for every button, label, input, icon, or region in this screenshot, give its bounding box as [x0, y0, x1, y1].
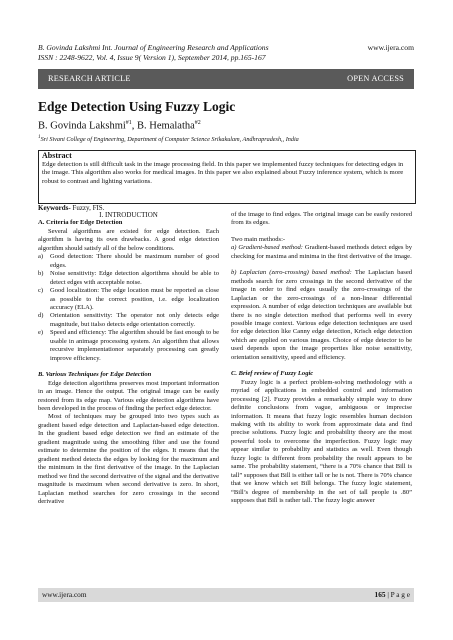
paper-title: Edge Detection Using Fuzzy Logic [38, 99, 236, 114]
subsection-heading-fuzzy: C. Brief review of Fuzzy Logic [231, 370, 314, 378]
list-item [38, 329, 219, 363]
journal-issn: ISSN : 2248-9622, Vol. 4, Issue 9( Version 1), September 2014, pp.165-167 [38, 53, 266, 62]
list-marker: e) [38, 329, 44, 337]
page-number-value: 165 [374, 590, 386, 599]
abstract-text: Edge detection is still difficult task in the image processing field. In this paper we implemented fuzzy techniques for detecting edges in the image. This algorithm also works for medical images. In this paper we also explained about Fuzzy inference system, which is more robust to contrast and lighting variations. [42, 160, 404, 185]
author-2-marker: #2 [194, 120, 201, 126]
list-text: Orientation sensitivity: The operator not only detects edge magnitude, but italso detects edge orientation correctly. [50, 312, 219, 328]
paragraph [231, 269, 412, 362]
author-2: , B. Hemalatha [131, 120, 195, 132]
paragraph: Several algorithms are existed for edge detection. Each algorithm is having its own drawbacks. A good edge detection algorithm should satisfy all of the below conditions. [38, 227, 219, 252]
abstract-heading: Abstract [42, 151, 72, 160]
author-list [38, 120, 201, 132]
page-separator: | [385, 590, 391, 599]
method-text: The Laplacian based methods search for zero crossings in the second derivative of the image in order to find edges usually the zero-crossings of the Laplacian or the zero-crossings of a non-linear differential expression. A number of edge detection techniques are available but there is no single detection method that performs well in every possible image context. Various edge detection techniques are used for edge detection like Canny edge detection, Krisch edge detection which are applied on various images. Choice of edge detector to be used depends upon the image properties like noise sensitivity, orientation sensitivity, speed and efficiency. [231, 269, 412, 361]
abstract-box [38, 150, 416, 204]
journal-citation: B. Govinda Lakshmi Int. Journal of Engineering Research and Applications [38, 43, 269, 52]
list-marker: d) [38, 312, 44, 320]
author-1-marker: #1 [125, 120, 132, 126]
paragraph: Most of techniques may be grouped into two types such as gradient based edge detection and Laplacian-based edge detection. In the gradient based edge detection we find an estimate of the gradient magnitude using the smoothing filter and use the found estimate to determine the position of the edges. It means that the gradient method detects the edges by looking for the maximum and the minimum in the first derivative of the image. In the Laplacian method we find the second derivative of the signal and the derivative magnitude is maximum when second derivative is zero. In short, Laplacian method searches for zero crossings in the second derivative [38, 413, 219, 505]
page-number [375, 590, 410, 599]
method-label: b) Laplacian (zero-crossing) based method: [231, 269, 352, 277]
paragraph [231, 244, 412, 261]
paragraph: Fuzzy logic is a perfect problem-solving methodology with a myriad of applications in embedded control and information processing [2]. Fuzzy provides a remarkably simple way to draw definite conclusions from vague, ambiguous or imprecise information. It means that fuzzy logic resembles human decision making with its ability to work from approximate data and find precise solutions. Fuzzy logic and probability theory are the most powerful tools to overcome the imperfection. Fuzzy logic may appear similar to probability and statistics as well. Even though fuzzy logic is different from probability the result appears to be same. The probability statement, “there is a 70% chance that Bill is tall” supposes that Bill is either tall or he is not. There is 70% chance that we know which set Bill belongs. The fuzzy logic statement, “Bill’s degree of membership in the set of tall people is .80” supposes that Bill is rather tall. The fuzzy logic answer [231, 378, 412, 505]
paragraph: Two main methods:- [231, 235, 286, 243]
right-column [231, 211, 412, 506]
method-label: a) Gradient-based method: [231, 244, 303, 252]
affiliation-text: Sri Sivani College of Engineering, Department of Computer Science Srikakulam, Andhrapradesh,, India [40, 136, 299, 144]
list-text: Good localization: The edge location must be reported as close as possible to the correct position, i.e. edge localization accuracy (ELA). [50, 287, 219, 311]
page-label: P a g e [390, 590, 410, 599]
paragraph: of the image to find edges. The original image can be easily restored from its edges. [231, 211, 412, 227]
list-marker: a) [38, 253, 44, 261]
paragraph: Edge detection algorithms preserves most important information in an image. Hence the output. The original image can be easily restored from its edge map. Various edge detection algorithms have been developed in the process of finding the perfect edge detector. [38, 379, 219, 412]
journal-website[interactable]: www.ijera.com [367, 43, 414, 52]
journal-header [38, 43, 414, 63]
footer-website[interactable]: www.ijera.com [42, 590, 87, 599]
list-marker: b) [38, 270, 44, 278]
keywords-text: Fuzzy, FIS. [70, 204, 105, 212]
open-access-label: OPEN ACCESS [347, 74, 404, 83]
list-text: Speed and efficiency: The algorithm should be fast enough to be usable in animage processing system. An algorithm that allows recursive implementationor separately processing can greatly improve efficiency. [50, 329, 219, 362]
keywords-label: Keywords- [38, 204, 71, 212]
list-text: Good detection: There should be maximum number of good edges. [50, 253, 219, 269]
list-text: Noise sensitivity: Edge detection algorithms should be able to detect edges with acceptable noise. [50, 270, 219, 286]
list-item [38, 312, 219, 329]
article-banner [38, 69, 414, 89]
list-marker: c) [38, 287, 44, 295]
method-text: Gradient-based methods detect edges by checking for maxima and minima in the first derivative of the image. [231, 244, 412, 260]
list-item [38, 253, 219, 270]
subsection-heading-techniques: B. Various Techniques for Edge Detection [38, 371, 152, 379]
list-item [38, 287, 219, 312]
article-type-label: RESEARCH ARTICLE [48, 74, 131, 83]
page-footer [38, 588, 414, 602]
section-heading-introduction: I. INTRODUCTION [99, 211, 158, 219]
list-item [38, 270, 219, 287]
affiliation-marker: 1 [38, 134, 41, 140]
left-column [38, 211, 219, 506]
subsection-heading-criteria: A. Criteria for Edge Detection [38, 219, 123, 227]
affiliation [38, 134, 299, 143]
author-1: B. Govinda Lakshmi [38, 120, 126, 132]
